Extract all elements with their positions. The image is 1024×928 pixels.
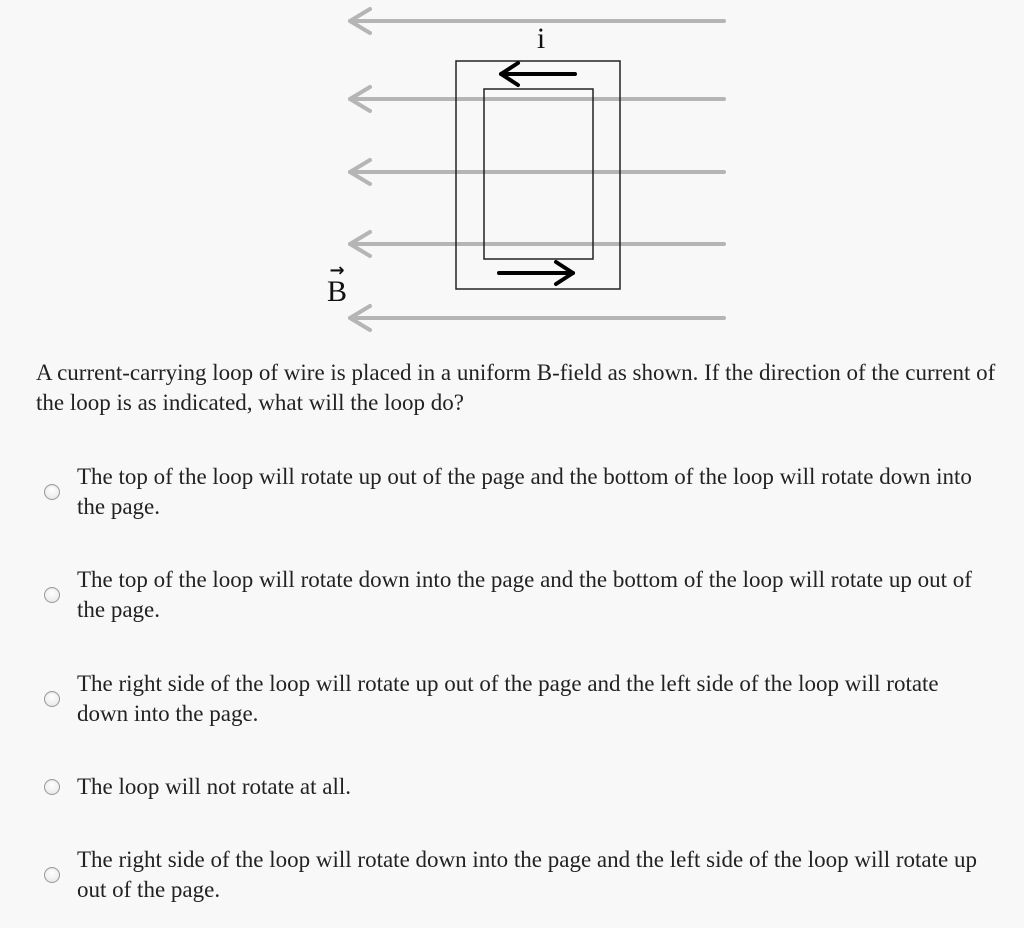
field-label: B [326, 275, 348, 308]
answer-option[interactable] [44, 462, 984, 522]
answer-option-label: The top of the loop will rotate up out of the page and the bottom of the loop will rotate down into the page. [77, 464, 972, 519]
loop-outer [456, 61, 620, 289]
field-line [350, 232, 724, 256]
magnetic-loop-diagram [0, 0, 1024, 340]
field-line [350, 87, 724, 111]
answer-option[interactable] [44, 565, 984, 625]
field-line [350, 160, 724, 184]
current-arrow-bottom [499, 262, 573, 284]
radio-button[interactable] [44, 779, 60, 795]
answer-option[interactable] [44, 772, 984, 802]
question-text: A current-carrying loop of wire is placed in a uniform B-field as shown. If the direction of the current of the loop is as indicated, what will the loop do? [36, 360, 996, 415]
answer-option[interactable] [44, 845, 984, 905]
answer-option-label: The top of the loop will rotate down into the page and the bottom of the loop will rotate up out of the page. [77, 567, 972, 622]
answer-option-label: The right side of the loop will rotate up out of the page and the left side of the loop will rotate down into the page. [77, 671, 939, 726]
radio-button[interactable] [44, 691, 60, 707]
radio-button[interactable] [44, 587, 60, 603]
answer-option[interactable] [44, 669, 984, 729]
current-label: i [536, 22, 546, 55]
answer-option-label: The right side of the loop will rotate down into the page and the left side of the loop will rotate up out of the page. [77, 847, 977, 902]
answer-option-label: The loop will not rotate at all. [77, 774, 352, 799]
radio-button[interactable] [44, 484, 60, 500]
field-lines [350, 9, 724, 330]
field-line [350, 306, 724, 330]
current-arrow-top [501, 63, 575, 85]
field-vector-arrow: → [329, 260, 345, 281]
radio-button[interactable] [44, 867, 60, 883]
